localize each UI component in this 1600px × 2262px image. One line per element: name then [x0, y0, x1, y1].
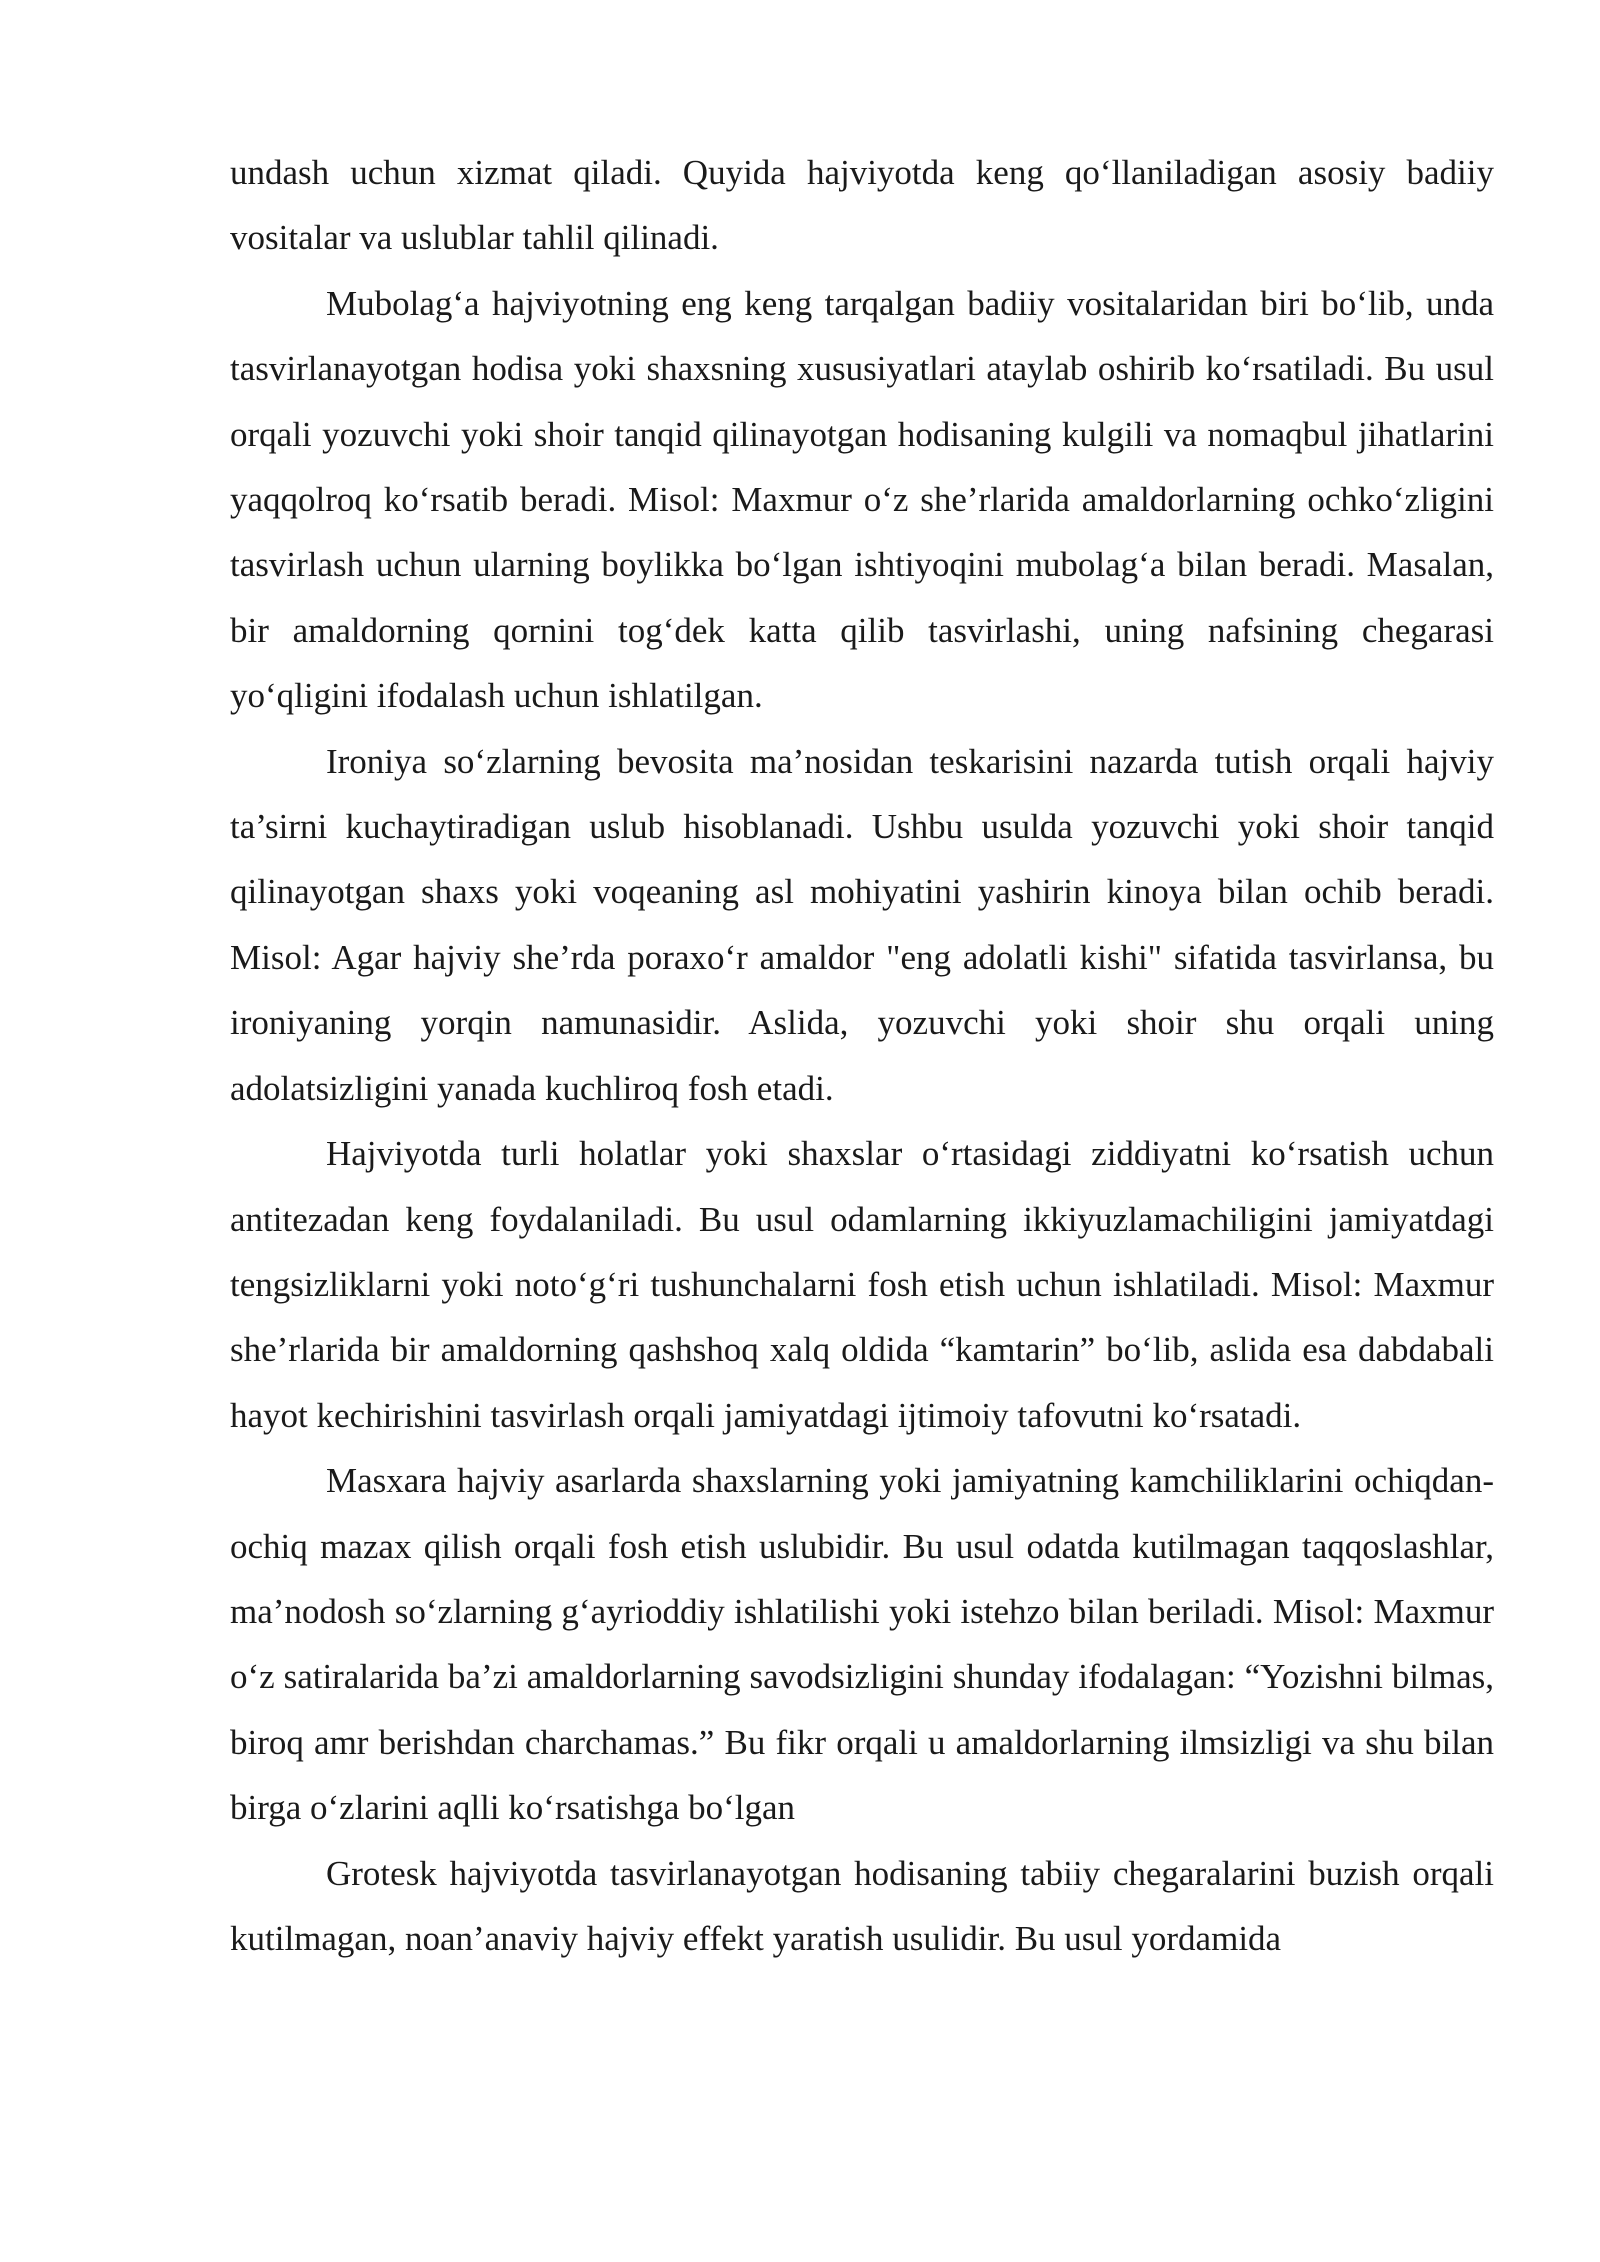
paragraph-antiteza: Hajviyotda turli holatlar yoki shaxslar o‘rtasidagi ziddiyatni ko‘rsatish uchun antitezadan keng foydalaniladi. Bu usul odamlarning ikkiyuzlamachiligini jamiyatdagi tengsizliklarni yoki noto‘g‘ri tushunchalarni fosh etish uchun ishlatiladi. Misol: Maxmur she’rlarida bir amaldorning qashshoq xalq oldida “kamtarin” bo‘lib, aslida esa dabdabali hayot kechirishini tasvirlash orqali jamiyatdagi ijtimoiy tafovutni ko‘rsatadi.: [230, 1134, 1494, 1435]
paragraph-mubolaga: Mubolag‘a hajviyotning eng keng tarqalgan badiiy vositalaridan biri bo‘lib, unda tasvirlanayotgan hodisa yoki shaxsning xususiyatlari ataylab oshirib ko‘rsatiladi. Bu usul orqali yozuvchi yoki shoir tanqid qilinayotgan hodisaning kulgili va nomaqbul jihatlarini yaqqolroq ko‘rsatib beradi. Misol: Maxmur o‘z she’rlarida amaldorlarning ochko‘zligini tasvirlash uchun ularning boylikka bo‘lgan ishtiyoqini mubolag‘a bilan beradi. Masalan, bir amaldorning qornini tog‘dek katta qilib tasvirlashi, uning nafsining chegarasi yo‘qligini ifodalash uchun ishlatilgan.: [230, 283, 1494, 716]
document-body: [230, 140, 1494, 1971]
paragraph-intro-continuation: undash uchun xizmat qiladi. Quyida hajviyotda keng qo‘llaniladigan asosiy badiiy vositalar va uslublar tahlil qilinadi.: [230, 153, 1494, 258]
paragraph-grotesk: Grotesk hajviyotda tasvirlanayotgan hodisaning tabiiy chegaralarini buzish orqali kutilmagan, noan’anaviy hajviy effekt yaratish usulidir. Bu usul yordamida: [230, 1853, 1494, 1958]
paragraph-ironiya: Ironiya so‘zlarning bevosita ma’nosidan teskarisini nazarda tutish orqali hajviy ta’sirni kuchaytiradigan uslub hisoblanadi. Ushbu usulda yozuvchi yoki shoir tanqid qilinayotgan shaxs yoki voqeaning asl mohiyatini yashirin kinoya bilan ochib beradi. Misol: Agar hajviy she’rda poraxo‘r amaldor "eng adolatli kishi" sifatida tasvirlansa, bu ironiyaning yorqin namunasidir. Aslida, yozuvchi yoki shoir shu orqali uning adolatsizligini yanada kuchliroq fosh etadi.: [230, 741, 1494, 1108]
paragraph-masxara: Masxara hajviy asarlarda shaxslarning yoki jamiyatning kamchiliklarini ochiqdan-ochiq mazax qilish orqali fosh etish uslubidir. Bu usul odatda kutilmagan taqqoslashlar, ma’nodosh so‘zlarning g‘ayrioddiy ishlatilishi yoki istehzo bilan beriladi. Misol: Maxmur o‘z satiralarida ba’zi amaldorlarning savodsizligini shunday ifodalagan: “Yozishni bilmas, biroq amr berishdan charchamas.” Bu fikr orqali u amaldorlarning ilmsizligi va shu bilan birga o‘zlarini aqlli ko‘rsatishga bo‘lgan: [230, 1461, 1494, 1828]
